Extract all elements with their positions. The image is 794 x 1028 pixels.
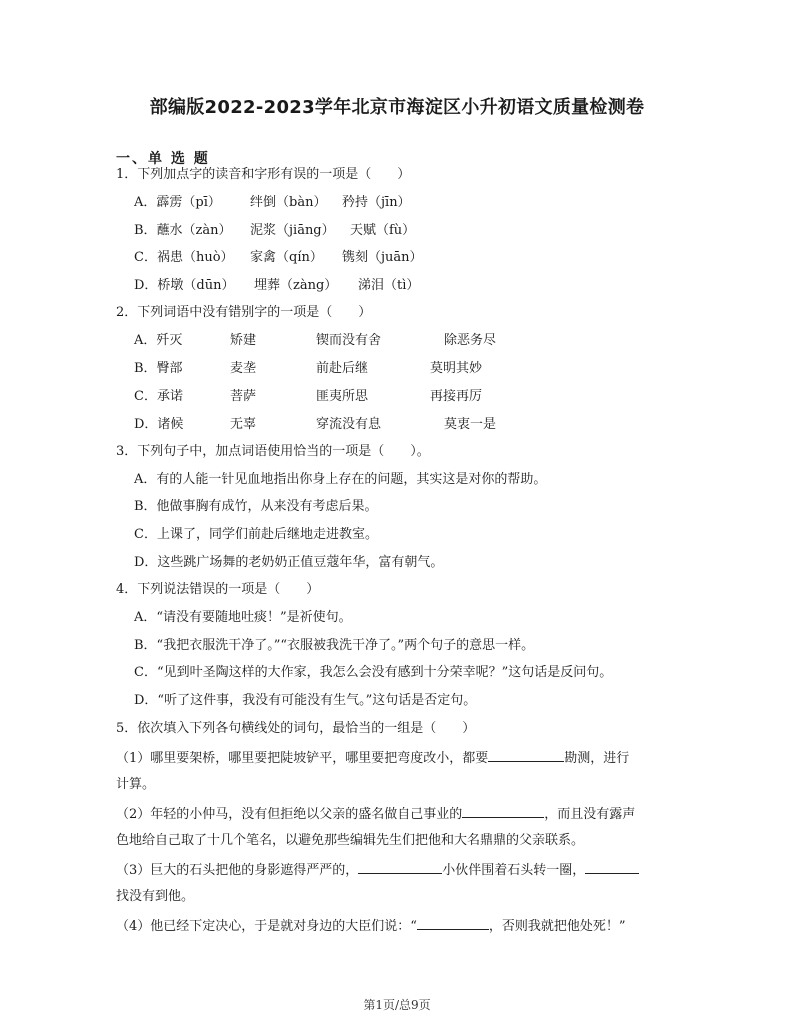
section-heading: 一、单 选 题	[116, 151, 210, 167]
fill-blank-2[interactable]	[462, 803, 544, 818]
q2-option-a-3: 锲而没有舍	[316, 333, 382, 348]
q5-s2-text-c: 色地给自己取了十几个笔名，以避免那些编辑先生们把他和大名鼎鼎的父亲联系。	[116, 833, 585, 848]
question-5-stem: 5．依次填入下列各句横线处的词句，最恰当的一组是（ ）	[116, 721, 476, 736]
q2-option-a-2: 矫建	[230, 333, 257, 348]
q5-sentence-2	[116, 803, 635, 825]
q2-option-c-1: C．承诺	[134, 389, 183, 404]
q1-option-d-2: 埋葬（zàng）	[254, 278, 338, 293]
q2-option-a-1: A．歼灭	[134, 333, 183, 348]
question-2-stem: 2．下列词语中没有错别字的一项是（ ）	[116, 305, 372, 320]
q5-s3-text-c: 找没有到他。	[116, 889, 195, 904]
q1-option-a-2: 绊倒（bàn）	[250, 195, 327, 210]
q3-option-c: C．上课了，同学们前赴后继地走进教室。	[134, 527, 378, 542]
q4-option-c: C．“见到叶圣陶这样的大作家，我怎么会没有感到十分荣幸呢？”这句话是反问句。	[134, 665, 613, 680]
fill-blank-3[interactable]	[358, 859, 442, 874]
q1-option-c-3: 镌刻（juān）	[342, 250, 423, 265]
q1-option-c-2: 家禽（qín）	[250, 250, 323, 265]
q1-option-a-3: 矜持（jīn）	[342, 195, 411, 210]
q2-option-d-4: 莫衷一是	[444, 417, 497, 432]
q5-s4-text-a: （4）他已经下定决心，于是就对身边的大臣们说：“	[116, 919, 417, 934]
q2-option-c-3: 匪夷所思	[316, 389, 369, 404]
q5-s1-text-c: 计算。	[116, 777, 156, 792]
document-title: 部编版2022-2023学年北京市海淀区小升初语文质量检测卷	[149, 97, 645, 118]
q2-option-d-1: D．诸候	[134, 417, 184, 432]
fill-blank-4[interactable]	[585, 859, 639, 874]
q4-option-b: B．“我把衣服洗干净了。”“衣服被我洗干净了。”两个句子的意思一样。	[134, 638, 535, 653]
q5-s3-text-a: （3）巨大的石头把他的身影遮得严严的，	[116, 863, 359, 878]
q2-option-d-3: 穿流没有息	[316, 417, 382, 432]
q1-option-b-2: 泥浆（jiāng）	[250, 223, 335, 238]
q2-option-a-4: 除恶务尽	[444, 333, 497, 348]
q3-option-d: D．这些跳广场舞的老奶奶正值豆蔻年华，富有朝气。	[134, 555, 444, 570]
fill-blank-1[interactable]	[488, 747, 564, 762]
q2-option-c-4: 再接再厉	[430, 389, 483, 404]
q5-s1-text-a: （1）哪里要架桥，哪里要把陡坡铲平，哪里要把弯度改小，都要	[116, 751, 489, 766]
q1-option-d-3: 涕泪（tì）	[358, 278, 420, 293]
q2-option-d-2: 无辜	[230, 417, 257, 432]
question-1-stem: 1．下列加点字的读音和字形有误的一项是（ ）	[116, 167, 411, 182]
q1-option-c-1: C．祸患（huò）	[134, 250, 234, 265]
q2-option-b-4: 莫明其妙	[430, 361, 483, 376]
q5-sentence-4	[116, 915, 626, 937]
q5-s4-text-b: ，否则我就把他处死！”	[488, 919, 626, 934]
q5-s2-text-b: ，而且没有露声	[544, 807, 636, 822]
q2-option-b-3: 前赴后继	[316, 361, 369, 376]
q5-s3-text-b: 小伙伴围着石头转一圈，	[442, 863, 586, 878]
page-footer: 第1页/总9页	[363, 998, 431, 1012]
q3-option-a: A．有的人能一针见血地指出你身上存在的问题，其实这是对你的帮助。	[134, 472, 547, 487]
question-4-stem: 4．下列说法错误的一项是（ ）	[116, 582, 320, 597]
fill-blank-5[interactable]	[417, 915, 489, 930]
q4-option-a: A．“请没有要随地吐痰！”是祈使句。	[134, 610, 352, 625]
q2-option-b-1: B．臀部	[134, 361, 183, 376]
question-3-stem: 3．下列句子中，加点词语使用恰当的一项是（ ）。	[116, 444, 430, 459]
q2-option-c-2: 菩萨	[230, 389, 257, 404]
q2-option-b-2: 麦垄	[230, 361, 257, 376]
q5-s1-text-b: 勘测，进行	[564, 751, 630, 766]
q1-option-a-1: A．霹雳（pī）	[134, 195, 221, 210]
q1-option-b-1: B．蘸水（zàn）	[134, 223, 232, 238]
q1-option-d-1: D．桥墩（dūn）	[134, 278, 235, 293]
q5-sentence-1	[116, 747, 629, 769]
q5-s2-text-a: （2）年轻的小仲马，没有但拒绝以父亲的盛名做自己事业的	[116, 807, 463, 822]
q3-option-b: B．他做事胸有成竹，从来没有考虑后果。	[134, 499, 378, 514]
q5-sentence-3	[116, 859, 639, 881]
q1-option-b-3: 天赋（fù）	[350, 223, 416, 238]
q4-option-d: D．“听了这件事，我没有可能没有生气。”这句话是否定句。	[134, 693, 477, 708]
